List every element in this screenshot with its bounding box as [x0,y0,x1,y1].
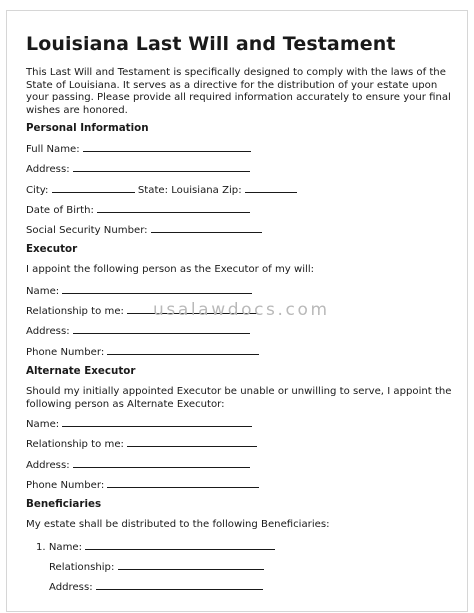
intro-paragraph: This Last Will and Testament is specifically designed to comply with the laws of the State of Louisiana. It serves as a directive for the distribution of your estate upon your passing. Please provide all required information accurately to ensure your final wishes are honored. [26,67,451,116]
executor-address-label: Address: [26,326,70,337]
alternate-name-row [26,417,252,430]
full-name-field[interactable] [83,142,251,152]
beneficiary-1-name-field[interactable] [85,540,275,550]
alternate-executor-intro: Should my initially appointed Executor be unable or unwilling to serve, I appoint the following person as Alternate Executor: [26,386,452,410]
executor-name-row [26,284,252,297]
executor-phone-label: Phone Number: [26,347,105,358]
ssn-label: Social Security Number: [26,225,148,236]
dob-label: Date of Birth: [26,205,94,216]
ssn-row [26,223,262,236]
beneficiaries-intro: My estate shall be distributed to the following Beneficiaries: [26,519,330,530]
executor-phone-field[interactable] [107,345,259,355]
executor-address-field[interactable] [73,324,250,334]
beneficiary-1-address-row [49,580,263,593]
personal-info-heading: Personal Information [26,122,149,134]
alternate-phone-field[interactable] [107,478,259,488]
beneficiary-1-name-row [36,540,275,553]
executor-name-label: Name: [26,286,60,297]
beneficiary-1-relationship-row [49,560,264,573]
ssn-field[interactable] [151,223,262,233]
executor-intro: I appoint the following person as the Executor of my will: [26,264,315,275]
full-name-row [26,142,251,155]
executor-name-field[interactable] [62,284,252,294]
beneficiary-1-relationship-label: Relationship: [49,562,115,573]
beneficiary-1-number: 1. [36,542,46,553]
city-label: City: [26,185,49,196]
alternate-executor-heading: Alternate Executor [26,365,136,377]
executor-phone-row [26,345,259,358]
executor-heading: Executor [26,243,78,255]
address-label: Address: [26,164,70,175]
beneficiary-1-address-label: Address: [49,582,93,593]
beneficiary-1-name-label: Name: [48,542,83,553]
alternate-address-field[interactable] [73,458,250,468]
beneficiary-1-address-field[interactable] [96,580,263,590]
document-title: Louisiana Last Will and Testament [26,33,396,55]
alternate-phone-row [26,478,259,491]
dob-row [26,203,250,216]
beneficiaries-heading: Beneficiaries [26,498,102,510]
alternate-relationship-label: Relationship to me: [26,439,124,450]
address-row [26,162,250,175]
city-state-zip-row [26,183,297,196]
executor-address-row [26,324,250,337]
alternate-relationship-field[interactable] [127,437,257,447]
executor-relationship-label: Relationship to me: [26,306,124,317]
watermark: usalawdocs.com [153,300,330,320]
alternate-address-row [26,458,250,471]
full-name-label: Full Name: [26,144,80,155]
zip-field[interactable] [245,183,297,193]
alternate-name-label: Name: [26,419,60,430]
beneficiary-1-relationship-field[interactable] [118,560,264,570]
alternate-name-field[interactable] [62,417,252,427]
alternate-address-label: Address: [26,460,70,471]
alternate-relationship-row [26,437,257,450]
alternate-phone-label: Phone Number: [26,480,105,491]
state-zip-label: State: Louisiana Zip: [137,185,242,196]
address-field[interactable] [73,162,250,172]
city-field[interactable] [52,183,135,193]
dob-field[interactable] [97,203,250,213]
